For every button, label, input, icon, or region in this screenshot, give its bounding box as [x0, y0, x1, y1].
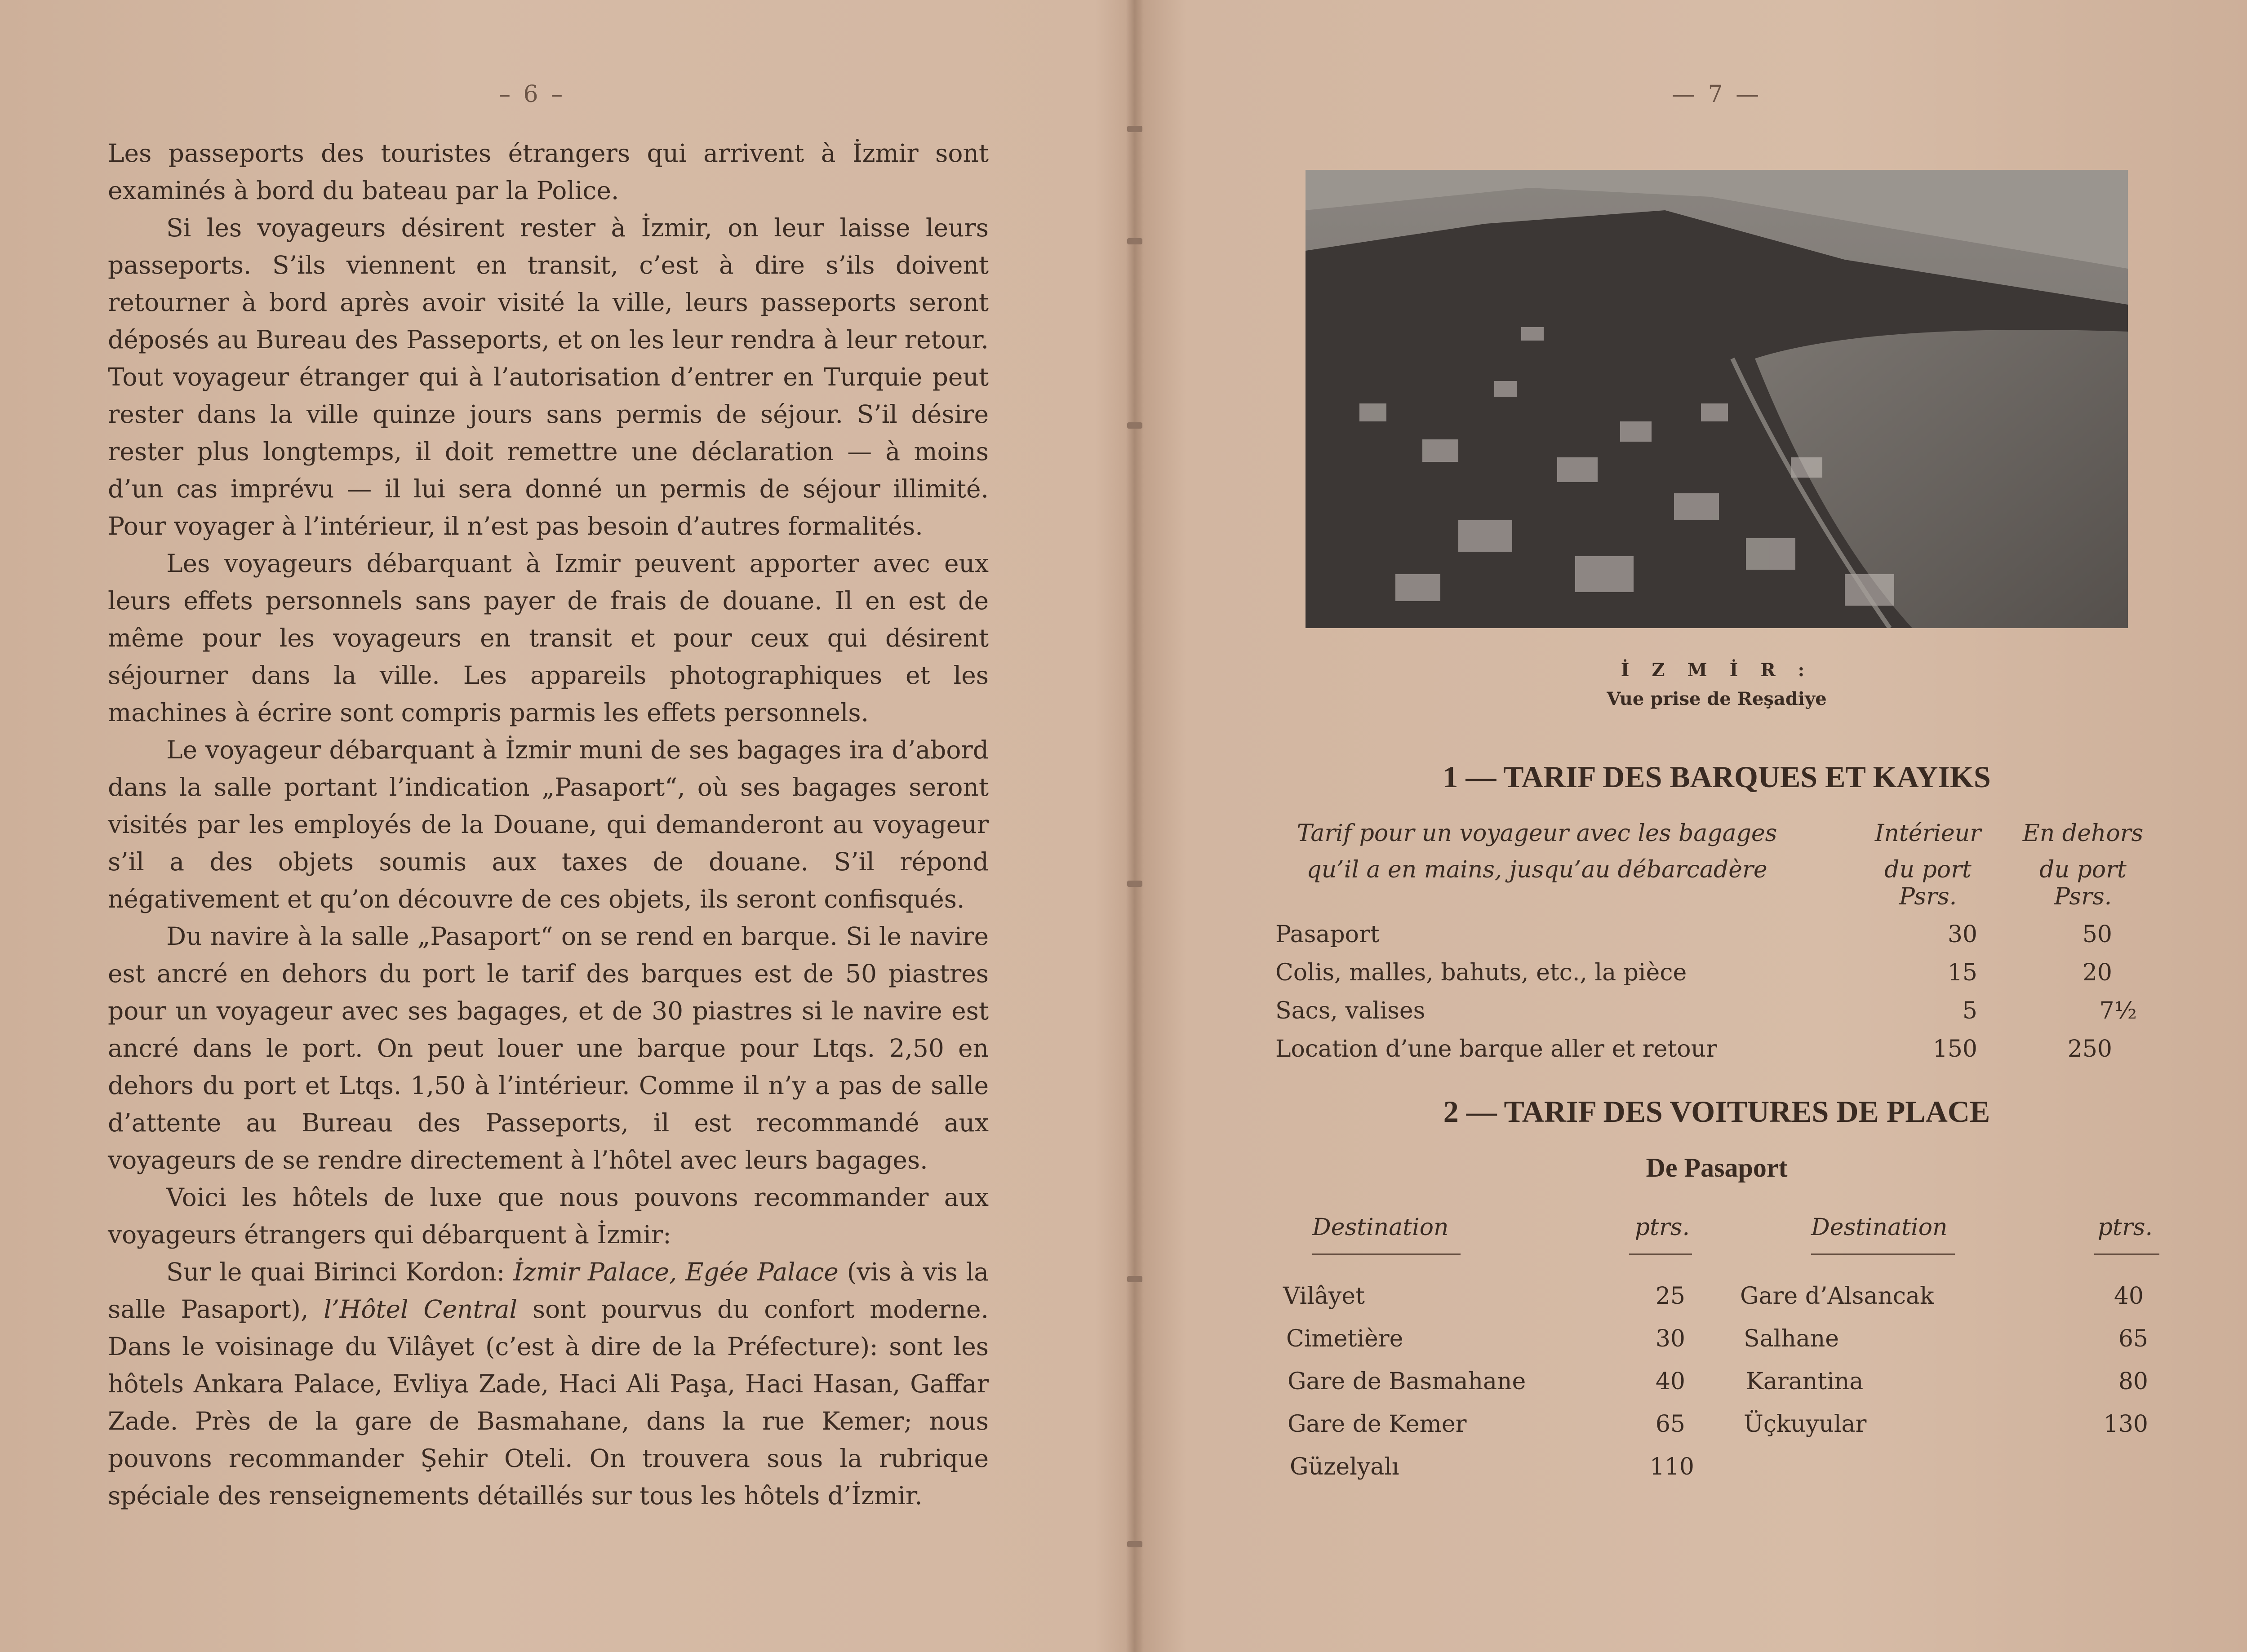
paragraph: Le voyageur débarquant à İzmir muni de ses bagages ira d’abord dans la salle portant l’indication „Pasaport“, où ses bagages seront visités par les employés de la Douane, qui demanderont au voyageur s’il a des objets soumis aux taxes de douane. S’il répond négativement et qu’on découvre de ces objets, ils seront confisqués. [108, 735, 989, 913]
table2-row-price: 65 [2118, 1325, 2148, 1352]
hotel-names-italic: İzmir Palace, Egée Palace [513, 1258, 839, 1286]
table1-col-dehors: En dehors [2022, 820, 2144, 847]
paragraph: Si les voyageurs désirent rester à İzmir, on leur laisse leurs passeports. S’ils viennent en transit, c’est à dire s’ils doivent retourner à bord après avoir visité la ville, leurs passeports seront déposés au Bureau des Passeports, et on les leur rendra à leur retour. Tout voyageur étranger qui à l’autorisation d’entrer en Turquie peut rester dans la ville quinze jours sans permis de séjour. S’il désire rester plus longtemps, il doit remettre une déclaration — à moins d’un cas imprévu — il lui sera donné un permis de séjour illimité. Pour voyager à l’intérieur, il n’est pas besoin d’autres formalités. [108, 213, 989, 540]
table2-row-dest: Salhane [1744, 1325, 1839, 1352]
book-gutter [1126, 0, 1144, 1652]
table1-row-inside: 150 [1932, 1036, 1977, 1063]
table2-row-price: 110 [1649, 1453, 1694, 1480]
table1-row-outside: 7½ [2099, 997, 2137, 1024]
table1-col-dehors-unit: Psrs. [2054, 883, 2112, 910]
table1-row-label: Sacs, valises [1275, 997, 1425, 1024]
table2-col-destination: Destination [1312, 1214, 1449, 1241]
paragraph: Du navire à la salle „Pasaport“ on se rend en barque. Si le navire est ancré en dehors du port le tarif des barques est de 50 piastres pour un voyageur avec ses bagages, et de 30 piastres si le navire est ancré dans le port. On peut louer une barque pour Ltqs. 2,50 en dehors du port et Ltqs. 1,50 à l’intérieur. Comme il n’y a pas de salle d’attente au Bureau des Passeports, il est recommandé aux voyageurs de se rendre directement à l’hôtel avec leurs bagages. [108, 922, 989, 1174]
table2-col-price-right: ptrs. [2097, 1214, 2153, 1241]
table1-description-line2: qu’il a en mains, jusqu’au débarcadère [1306, 856, 1767, 883]
hotel-name-italic: l’Hôtel Central [324, 1295, 518, 1324]
section-heading-voitures: 2 — TARIF DES VOITURES DE PLACE [1443, 1094, 1990, 1129]
table1-row-label: Pasaport [1275, 921, 1380, 948]
table2-row-price: 80 [2118, 1368, 2148, 1395]
table1-row-outside: 50 [2082, 921, 2112, 948]
table2-row-dest: Cimetière [1286, 1325, 1403, 1352]
paragraph: Voici les hôtels de luxe que nous pouvons recommander aux voyageurs étrangers qui débarquent à İzmir: [108, 1183, 989, 1249]
binding-stitch [1127, 238, 1142, 244]
table1-col-interieur-unit: Psrs. [1899, 883, 1957, 910]
column-rule [2094, 1253, 2159, 1255]
table1-row-inside: 30 [1947, 921, 1977, 948]
left-page-text [108, 135, 989, 1515]
table1-row-inside: 15 [1947, 959, 1977, 986]
paragraph: Les passeports des touristes étrangers qui arrivent à İzmir sont examinés à bord du bateau par la Police. [108, 139, 989, 205]
table2-row-dest: Gare de Basmahane [1288, 1368, 1526, 1395]
table1-description-line1: Tarif pour un voyageur avec les bagages [1297, 820, 1777, 847]
photo-caption-title: İ Z M İ R : [1621, 660, 1813, 681]
table2-row-price: 40 [1655, 1368, 1685, 1395]
binding-stitch [1127, 881, 1142, 887]
table2-row-dest: Gare de Kemer [1288, 1411, 1467, 1438]
binding-stitch [1127, 1276, 1142, 1282]
binding-stitch [1127, 1541, 1142, 1547]
column-rule [1629, 1253, 1692, 1255]
table2-row-price: 65 [1655, 1411, 1685, 1438]
paragraph-hotels: Sur le quai Birinci Kordon: İzmir Palace, Egée Palace (vis à vis la salle Pasaport), l’Hôtel Central sont pourvus du confort moderne. Dans le voisinage du Vilâyet (c’est à dire de la Préfecture): sont les hôtels Ankara Palace, Evliya Zade, Haci Ali Paşa, Haci Hasan, Gaffar Zade. Près de la gare de Basmahane, dans la rue Kemer; nous pouvons recommander Şehir Oteli. On trouvera sous la rubrique spéciale des renseignements détaillés sur tous les hôtels d’İzmir. [108, 1258, 989, 1510]
table2-row-price: 130 [2103, 1411, 2148, 1438]
table2-row-price: 40 [2114, 1283, 2144, 1310]
table1-col-interieur: Intérieur [1874, 820, 1981, 847]
paragraph: Les voyageurs débarquant à Izmir peuvent apporter avec eux leurs effets personnels sans payer de frais de douane. Il en est de même pour les voyageurs en transit et pour ceux qui désirent séjourner dans la ville. Les appareils photographiques et les machines à écrire sont compris parmis les effets personnels. [108, 549, 989, 727]
table1-row-outside: 20 [2082, 959, 2112, 986]
table2-row-price: 30 [1655, 1325, 1685, 1352]
table2-row-price: 25 [1655, 1283, 1685, 1310]
table2-row-dest: Karantina [1746, 1368, 1864, 1395]
column-rule [1811, 1253, 1955, 1255]
table1-col-interieur-sub: du port [1884, 856, 1972, 883]
binding-stitch [1127, 126, 1142, 132]
column-rule [1312, 1253, 1461, 1255]
page-number-right: — 7 — [1672, 81, 1762, 108]
table1-row-label: Colis, malles, bahuts, etc., la pièce [1275, 959, 1687, 986]
binding-stitch [1127, 422, 1142, 429]
table2-row-dest: Vilâyet [1283, 1283, 1365, 1310]
page-number-left: – 6 – [499, 81, 566, 108]
table1-row-label: Location d’une barque aller et retour [1275, 1036, 1717, 1063]
photo-illustration [1306, 170, 2128, 628]
table1-row-outside: 250 [2067, 1036, 2112, 1063]
table1-col-dehors-sub: du port [2039, 856, 2127, 883]
table2-col-price: ptrs. [1634, 1214, 1690, 1241]
table1-row-inside: 5 [1962, 997, 1977, 1024]
section-heading-barques: 1 — TARIF DES BARQUES ET KAYIKS [1443, 760, 1991, 794]
izmir-photograph [1306, 170, 2128, 628]
table2-col-destination-right: Destination [1811, 1214, 1948, 1241]
section-subheading-pasaport: De Pasaport [1646, 1153, 1788, 1183]
table2-row-dest: Gare d’Alsancak [1740, 1283, 1934, 1310]
photo-caption-subtitle: Vue prise de Reşadiye [1607, 688, 1827, 709]
table2-row-dest: Güzelyalı [1290, 1453, 1399, 1480]
table2-row-dest: Üçkuyular [1744, 1411, 1867, 1438]
